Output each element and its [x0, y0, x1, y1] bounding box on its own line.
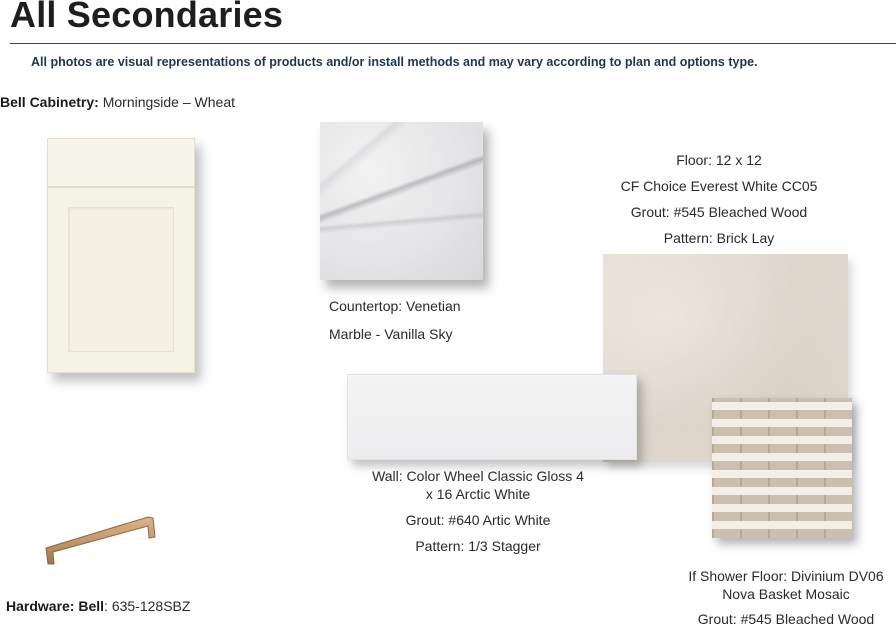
disclaimer-text: All photos are visual representations of products and/or install methods and may vary according to plan and options type.: [31, 55, 758, 69]
floor-line1: Floor: 12 x 12: [676, 152, 762, 168]
floor-line2: CF Choice Everest White CC05: [620, 178, 818, 194]
hardware-label: [6, 598, 190, 614]
shower-floor-line1: If Shower Floor: Divinium DV06: [688, 568, 884, 584]
hardware-label-bold: Hardware: Bell: [6, 598, 105, 614]
cabinet-door-image: [47, 138, 195, 373]
countertop-line1: Countertop: Venetian: [329, 298, 461, 314]
shower-mosaic-image: [712, 398, 852, 538]
shower-floor-line2: Nova Basket Mosaic: [722, 586, 850, 602]
cabinetry-value: Morningside – Wheat: [98, 94, 235, 110]
wall-tile-image: [347, 374, 637, 460]
wall-line1: Wall: Color Wheel Classic Gloss 4: [372, 468, 584, 484]
wall-line3: Grout: #640 Artic White: [405, 512, 551, 528]
floor-line3: Grout: #545 Bleached Wood: [630, 204, 808, 220]
title-divider: [10, 43, 896, 44]
cabinetry-label-bold: Bell Cabinetry:: [0, 94, 99, 110]
countertop-marble-image: [320, 122, 483, 280]
wall-line4: Pattern: 1/3 Stagger: [415, 538, 541, 554]
cabinet-door-panel: [68, 207, 174, 352]
shower-floor-line3: Grout: #545 Bleached Wood: [697, 611, 875, 627]
floor-line4: Pattern: Brick Lay: [663, 230, 775, 246]
hardware-pull-image: [40, 508, 162, 572]
hardware-value: : 635-128SBZ: [104, 598, 191, 614]
page-title: All Secondaries: [10, 0, 284, 35]
wall-line2: x 16 Arctic White: [425, 486, 531, 502]
cabinet-drawer-front: [48, 139, 194, 188]
countertop-line2: Marble - Vanilla Sky: [329, 326, 453, 342]
cabinetry-label: [0, 94, 235, 110]
